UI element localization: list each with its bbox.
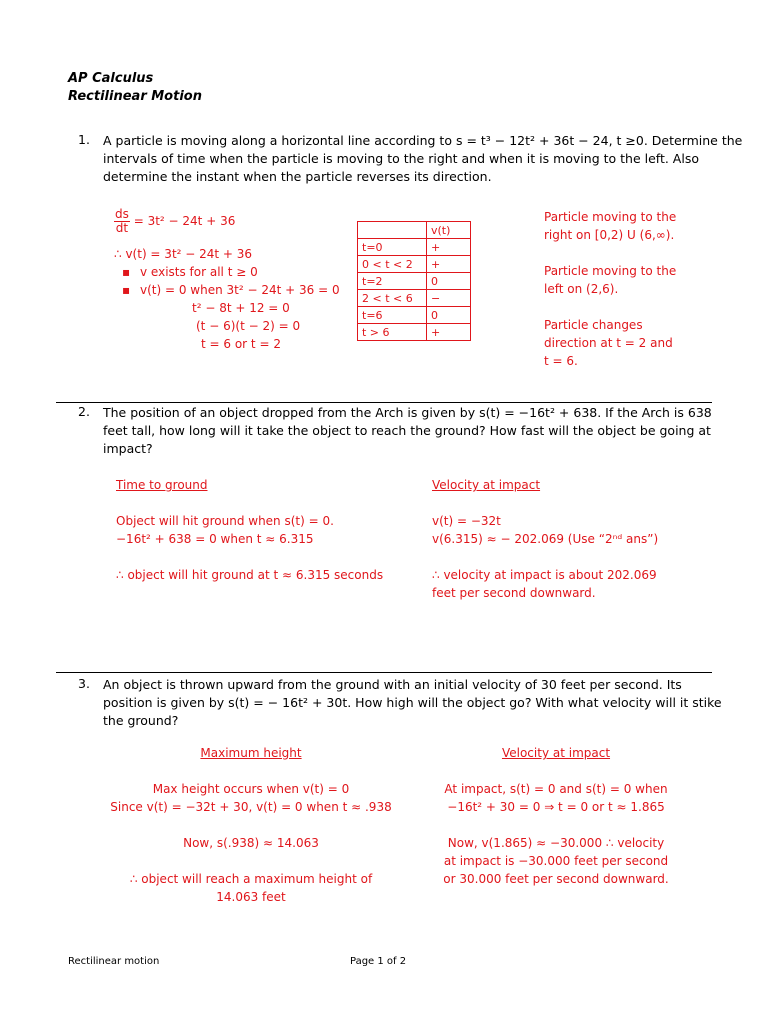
question-line: intervals of time when the particle is moving to the right and when it is moving to the left. Also [103, 151, 699, 166]
question-2-text [103, 404, 712, 458]
question-line: A particle is moving along a horizontal line according to s = t³ − 12t² + 36t − 24, t ≥0. Determine the [103, 133, 743, 148]
question-line: impact? [103, 441, 153, 456]
question-1-number: 1. [78, 132, 90, 147]
table-cell: t=0 [358, 239, 427, 256]
question-line: determine the instant when the particle reverses its direction. [103, 169, 492, 184]
work-line: t² − 8t + 12 = 0 [192, 301, 290, 315]
solution-line: Now, s(.938) ≈ 14.063 [183, 836, 319, 850]
q2-velocity-at-impact [432, 476, 658, 602]
table-cell: 0 [427, 273, 471, 290]
conclusion-line: Particle changes [544, 318, 643, 332]
table-cell: 2 < t < 6 [358, 290, 427, 307]
question-line: the ground? [103, 713, 179, 728]
course-title: AP Calculus [68, 71, 154, 86]
table-row [358, 307, 471, 324]
solution-line: −16t² + 638 = 0 when t ≈ 6.315 [116, 532, 314, 546]
table-cell: + [427, 256, 471, 273]
bullet-icon [122, 283, 140, 297]
page-number: Page 1 of 2 [350, 956, 407, 967]
table-cell: − [427, 290, 471, 307]
velocity-sign-table [357, 221, 471, 341]
section-heading: Velocity at impact [432, 478, 541, 492]
table-cell: + [427, 239, 471, 256]
question-1-work [114, 245, 340, 353]
solution-line: Since v(t) = −32t + 30, v(t) = 0 when t ≈ .938 [110, 800, 392, 814]
solution-line: Object will hit ground when s(t) = 0. [116, 514, 334, 528]
table-header-row [358, 222, 471, 239]
conclusion-line: t = 6. [544, 354, 578, 368]
section-divider [56, 402, 712, 403]
derivative-rhs: = 3t² − 24t + 36 [133, 214, 236, 228]
section-heading: Time to ground [116, 478, 208, 492]
solution-line: Max height occurs when v(t) = 0 [152, 782, 350, 796]
footer-title: Rectilinear motion [68, 956, 160, 967]
question-line: The position of an object dropped from the Arch is given by s(t) = −16t² + 638. If the Arch is 638 [103, 405, 712, 420]
solution-line: −16t² + 30 = 0 ⇒ t = 0 or t ≈ 1.865 [447, 800, 665, 814]
solution-line: Now, v(1.865) ≈ −30.000 ∴ velocity [447, 836, 665, 850]
table-cell: + [427, 324, 471, 341]
work-line: ∴ v(t) = 3t² − 24t + 36 [114, 247, 253, 261]
work-bullet-text: v(t) = 0 when 3t² − 24t + 36 = 0 [140, 283, 340, 297]
table-row [358, 273, 471, 290]
table-cell [358, 222, 427, 239]
section-divider [56, 672, 712, 673]
table-row [358, 290, 471, 307]
fraction-denominator: dt [115, 221, 129, 235]
table-cell: t=6 [358, 307, 427, 324]
solution-line: at impact is −30.000 feet per second [443, 854, 669, 868]
derivative-fraction [114, 208, 130, 235]
table-row [358, 324, 471, 341]
derivative-expression [114, 208, 235, 235]
table-cell: t=2 [358, 273, 427, 290]
work-bullet [114, 263, 340, 281]
solution-line: feet per second downward. [432, 586, 596, 600]
conclusion-line: right on [0,2) U (6,∞). [544, 228, 675, 242]
solution-line: ∴ velocity at impact is about 202.069 [432, 568, 657, 582]
table-cell: 0 < t < 2 [358, 256, 427, 273]
solution-line: ∴ object will hit ground at t ≈ 6.315 seconds [116, 568, 384, 582]
q2-time-to-ground [116, 476, 383, 584]
solution-line: At impact, s(t) = 0 and s(t) = 0 when [444, 782, 668, 796]
section-heading: Maximum height [200, 746, 302, 760]
solution-line: v(t) = −32t [432, 514, 501, 528]
question-3-number: 3. [78, 676, 90, 691]
solution-line: or 30.000 feet per second downward. [443, 872, 669, 886]
conclusion-line: Particle moving to the [544, 264, 677, 278]
table-cell: 0 [427, 307, 471, 324]
fraction-numerator: ds [115, 207, 129, 221]
solution-line: 14.063 feet [216, 890, 286, 904]
q3-maximum-height [96, 744, 406, 906]
question-line: feet tall, how long will it take the object to reach the ground? How fast will the object be going at [103, 423, 711, 438]
conclusion-line: Particle moving to the [544, 210, 677, 224]
document-header [68, 70, 202, 106]
q3-velocity-at-impact [412, 744, 700, 888]
solution-line: v(6.315) ≈ − 202.069 (Use “2ⁿᵈ ans”) [432, 532, 659, 546]
conclusion-line: left on (2,6). [544, 282, 619, 296]
solution-line: ∴ object will reach a maximum height of [129, 872, 373, 886]
work-bullet-text: v exists for all t ≥ 0 [140, 265, 258, 279]
question-line: position is given by s(t) = − 16t² + 30t. How high will the object go? With what velocity will it stike [103, 695, 722, 710]
work-bullet [114, 281, 340, 299]
conclusion-line: direction at t = 2 and [544, 336, 673, 350]
question-1-text [103, 132, 742, 186]
table-header-cell: v(t) [427, 222, 471, 239]
table-row [358, 256, 471, 273]
question-1-conclusions [544, 208, 676, 370]
work-line: (t − 6)(t − 2) = 0 [196, 319, 301, 333]
topic-title: Rectilinear Motion [68, 89, 202, 104]
bullet-icon [122, 265, 140, 279]
work-line: t = 6 or t = 2 [201, 337, 281, 351]
question-line: An object is thrown upward from the ground with an initial velocity of 30 feet per second. Its [103, 677, 682, 692]
question-2-number: 2. [78, 404, 90, 419]
table-cell: t > 6 [358, 324, 427, 341]
question-3-text [103, 676, 722, 730]
table-row [358, 239, 471, 256]
section-heading: Velocity at impact [501, 746, 611, 760]
